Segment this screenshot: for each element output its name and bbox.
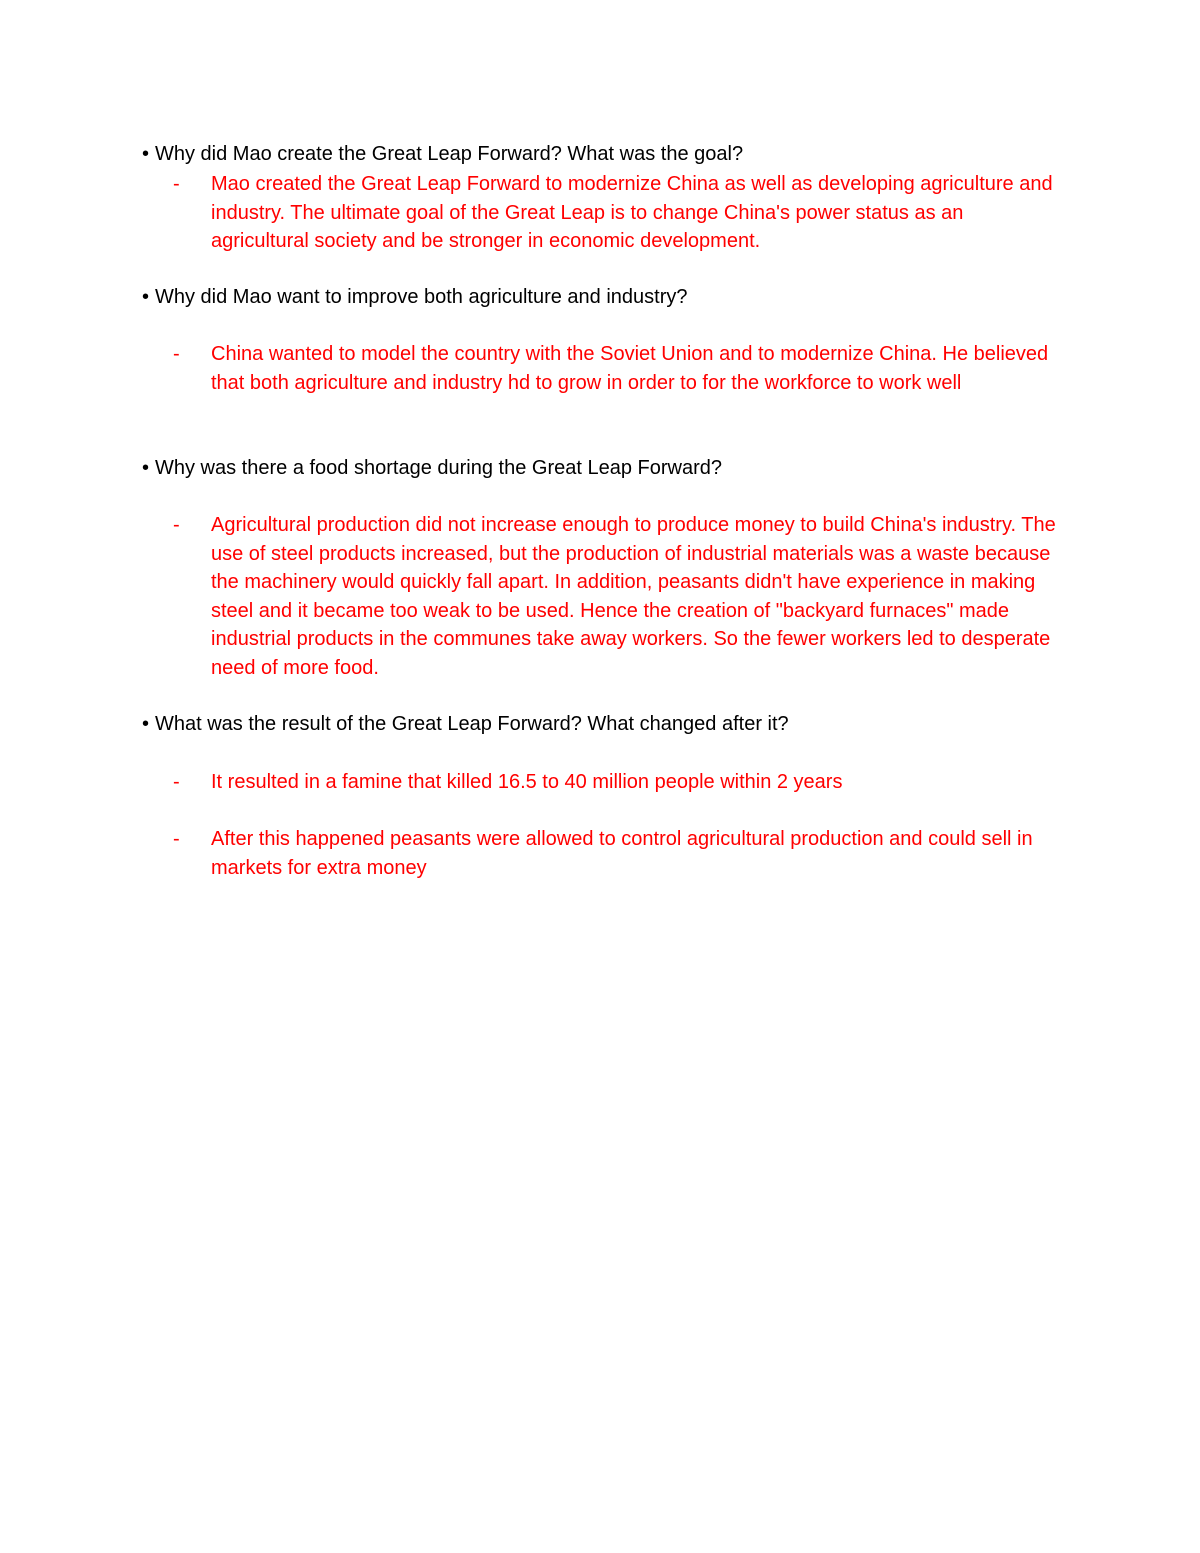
question-text: Why did Mao want to improve both agriculture and industry? <box>155 286 688 308</box>
dash-icon: - <box>173 828 180 850</box>
dash-icon: - <box>173 343 180 365</box>
question-4 <box>142 710 1102 739</box>
dash-icon: - <box>173 771 180 793</box>
answer-3-1 <box>173 511 1063 682</box>
question-2 <box>142 283 1102 312</box>
question-3 <box>142 454 1102 483</box>
answer-text: After this happened peasants were allowed to control agricultural production and could sell in markets for extra money <box>211 828 1033 879</box>
dash-icon: - <box>173 514 180 536</box>
question-text: What was the result of the Great Leap Forward? What changed after it? <box>155 713 789 735</box>
question-text: Why did Mao create the Great Leap Forward? What was the goal? <box>155 143 744 165</box>
question-1 <box>142 140 1102 169</box>
answer-4-1 <box>173 768 1063 797</box>
bullet-icon: • <box>142 143 150 165</box>
answer-4-2 <box>173 825 1063 882</box>
bullet-icon: • <box>142 286 150 308</box>
answer-1-1 <box>173 170 1063 256</box>
answer-2-1 <box>173 340 1063 397</box>
dash-icon: - <box>173 173 180 195</box>
bullet-icon: • <box>142 457 150 479</box>
bullet-icon: • <box>142 713 150 735</box>
question-text: Why was there a food shortage during the Great Leap Forward? <box>155 457 722 479</box>
answer-text: Agricultural production did not increase enough to produce money to build China's industry. The use of steel products increased, but the production of industrial materials was a waste because the machinery would quickly fall apart. In addition, peasants didn't have experience in making steel and it became too weak to be used. Hence the creation of "backyard furnaces" made industrial products in the communes take away workers. So the fewer workers led to desperate need of more food. <box>211 514 1056 679</box>
answer-text: Mao created the Great Leap Forward to modernize China as well as developing agriculture and industry. The ultimate goal of the Great Leap is to change China's power status as an agricultural society and be stronger in economic development. <box>211 173 1053 252</box>
answer-text: China wanted to model the country with the Soviet Union and to modernize China. He believed that both agriculture and industry hd to grow in order to for the workforce to work well <box>211 343 1049 394</box>
answer-text: It resulted in a famine that killed 16.5 to 40 million people within 2 years <box>211 771 843 793</box>
